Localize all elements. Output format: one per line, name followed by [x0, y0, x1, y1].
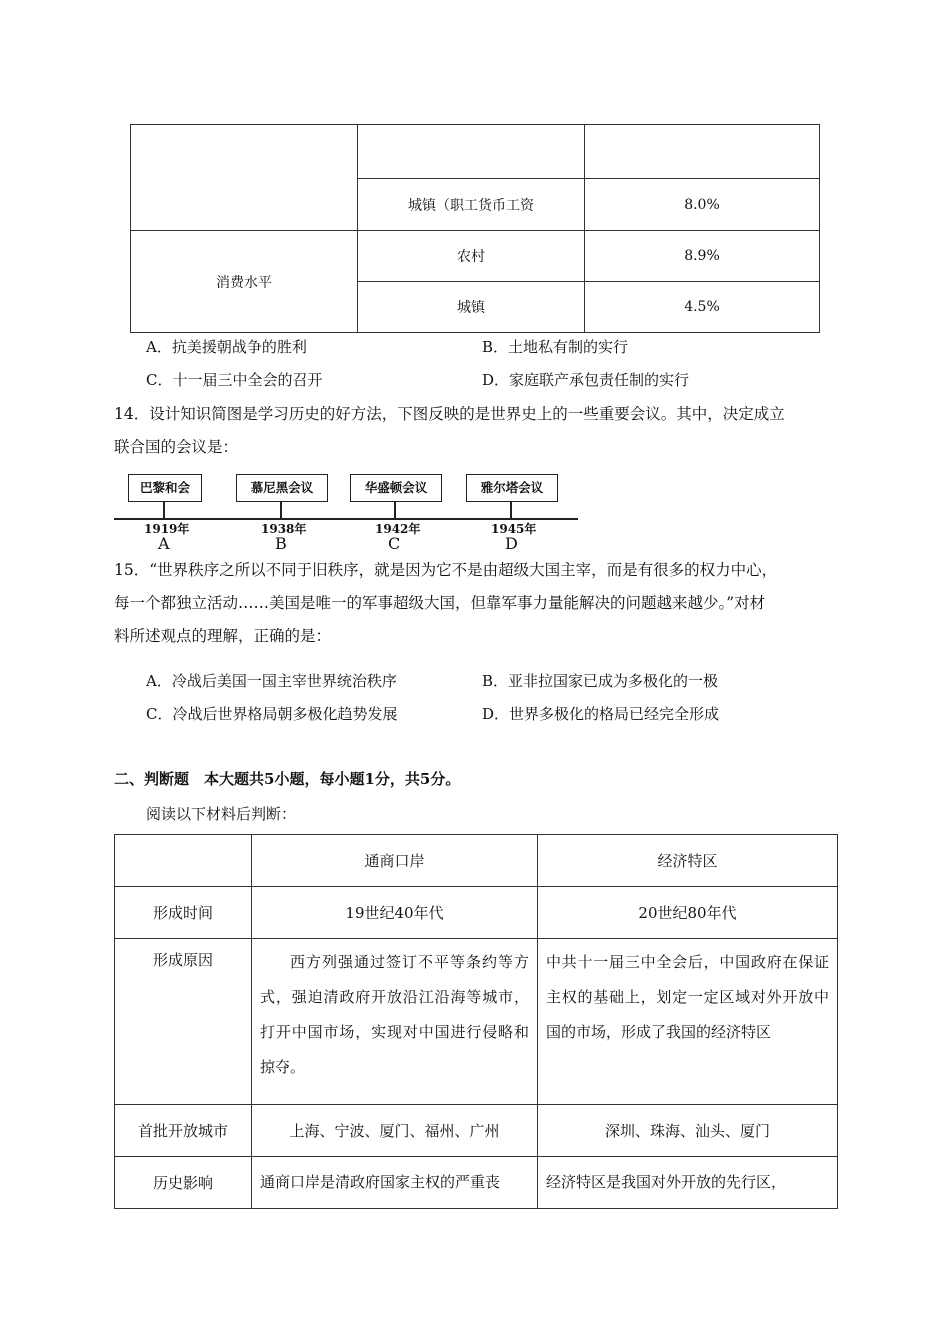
timeline-letter: B: [275, 534, 287, 553]
comparison-table: [114, 834, 838, 1209]
table-header: [115, 835, 252, 887]
table-cell: 中共十一届三中全会后，中国政府在保证主权的基础上，划定一定区域对外开放中国的市场，形成了我国的经济特区: [538, 939, 838, 1105]
timeline-year: 1938年: [261, 522, 307, 536]
timeline-tick: [163, 502, 165, 518]
timeline-letter: A: [158, 534, 170, 553]
q13-option-c: C．十一届三中全会的召开: [146, 371, 323, 389]
q15-option-a: A．冷战后美国一国主宰世界统治秩序: [146, 672, 397, 690]
timeline-letter: C: [388, 534, 401, 553]
table-cell: 20世纪80年代: [538, 887, 838, 939]
table-row-label: 形成原因: [115, 939, 252, 1105]
q15-stem-line-3: 料所述观点的理解，正确的是：: [114, 627, 332, 645]
q15-stem-line-2: 每一个都独立活动……美国是唯一的军事超级大国，但靠军事力量能解决的问题越来越少。”对材: [114, 594, 766, 612]
table-cell: 农村: [358, 231, 585, 282]
section-heading: 二、判断题 本大题共5小题，每小题1分，共5分。: [114, 770, 461, 788]
q13-option-d: D．家庭联产承包责任制的实行: [482, 371, 690, 389]
statistics-table: [130, 124, 820, 333]
timeline-year: 1919年: [144, 522, 190, 536]
timeline-letter: D: [505, 534, 518, 553]
table-cell: [131, 125, 358, 231]
table-cell: 通商口岸是清政府国家主权的严重丧: [252, 1157, 538, 1209]
table-cell: 8.9%: [585, 231, 820, 282]
section-intro: 阅读以下材料后判断：: [146, 805, 297, 823]
q15-option-c: C．冷战后世界格局朝多极化趋势发展: [146, 705, 398, 723]
table-cell: 19世纪40年代: [252, 887, 538, 939]
table-cell: 上海、宁波、厦门、福州、广州: [252, 1105, 538, 1157]
timeline-box-washington: 华盛顿会议: [350, 474, 442, 502]
timeline-box-paris: 巴黎和会: [128, 474, 202, 502]
table-cell: 8.0%: [585, 179, 820, 231]
table-cell: 4.5%: [585, 282, 820, 333]
q15-stem-line-1: 15．“世界秩序之所以不同于旧秩序，就是因为它不是由超级大国主宰，而是有很多的权力中心，: [114, 561, 778, 579]
timeline-tick: [510, 502, 512, 518]
timeline-year: 1942年: [375, 522, 421, 536]
q14-stem-line-1: 14．设计知识简图是学习历史的好方法，下图反映的是世界史上的一些重要会议。其中，决定成立: [114, 405, 785, 423]
table-cell: 经济特区是我国对外开放的先行区，: [538, 1157, 838, 1209]
table-row-label: 形成时间: [115, 887, 252, 939]
table-header: 通商口岸: [252, 835, 538, 887]
timeline-tick: [280, 502, 282, 518]
table-cell: 深圳、珠海、汕头、厦门: [538, 1105, 838, 1157]
meeting-timeline: [108, 470, 578, 558]
table-cell: [358, 125, 585, 179]
q14-stem: [114, 398, 842, 464]
table-cell: 城镇（职工货币工资: [358, 179, 585, 231]
timeline-box-munich: 慕尼黑会议: [236, 474, 328, 502]
q15-option-b: B．亚非拉国家已成为多极化的一极: [482, 672, 719, 690]
table-cell: 城镇: [358, 282, 585, 333]
q14-stem-line-2: 联合国的会议是：: [114, 438, 239, 456]
timeline-box-yalta: 雅尔塔会议: [466, 474, 558, 502]
timeline-year: 1945年: [491, 522, 537, 536]
q15-option-d: D．世界多极化的格局已经完全形成: [482, 705, 720, 723]
table-row-label: 首批开放城市: [115, 1105, 252, 1157]
q15-stem: [114, 554, 842, 653]
table-row-label: 历史影响: [115, 1157, 252, 1209]
table-header: 经济特区: [538, 835, 838, 887]
q13-option-b: B．土地私有制的实行: [482, 338, 629, 356]
q13-option-a: A．抗美援朝战争的胜利: [146, 338, 307, 356]
timeline-tick: [394, 502, 396, 518]
table-cell: [585, 125, 820, 179]
table-cell: 西方列强通过签订不平等条约等方式，强迫清政府开放沿江沿海等城市，打开中国市场，实现对中国进行侵略和掠夺。: [252, 939, 538, 1105]
table-row-label: 消费水平: [131, 231, 358, 333]
